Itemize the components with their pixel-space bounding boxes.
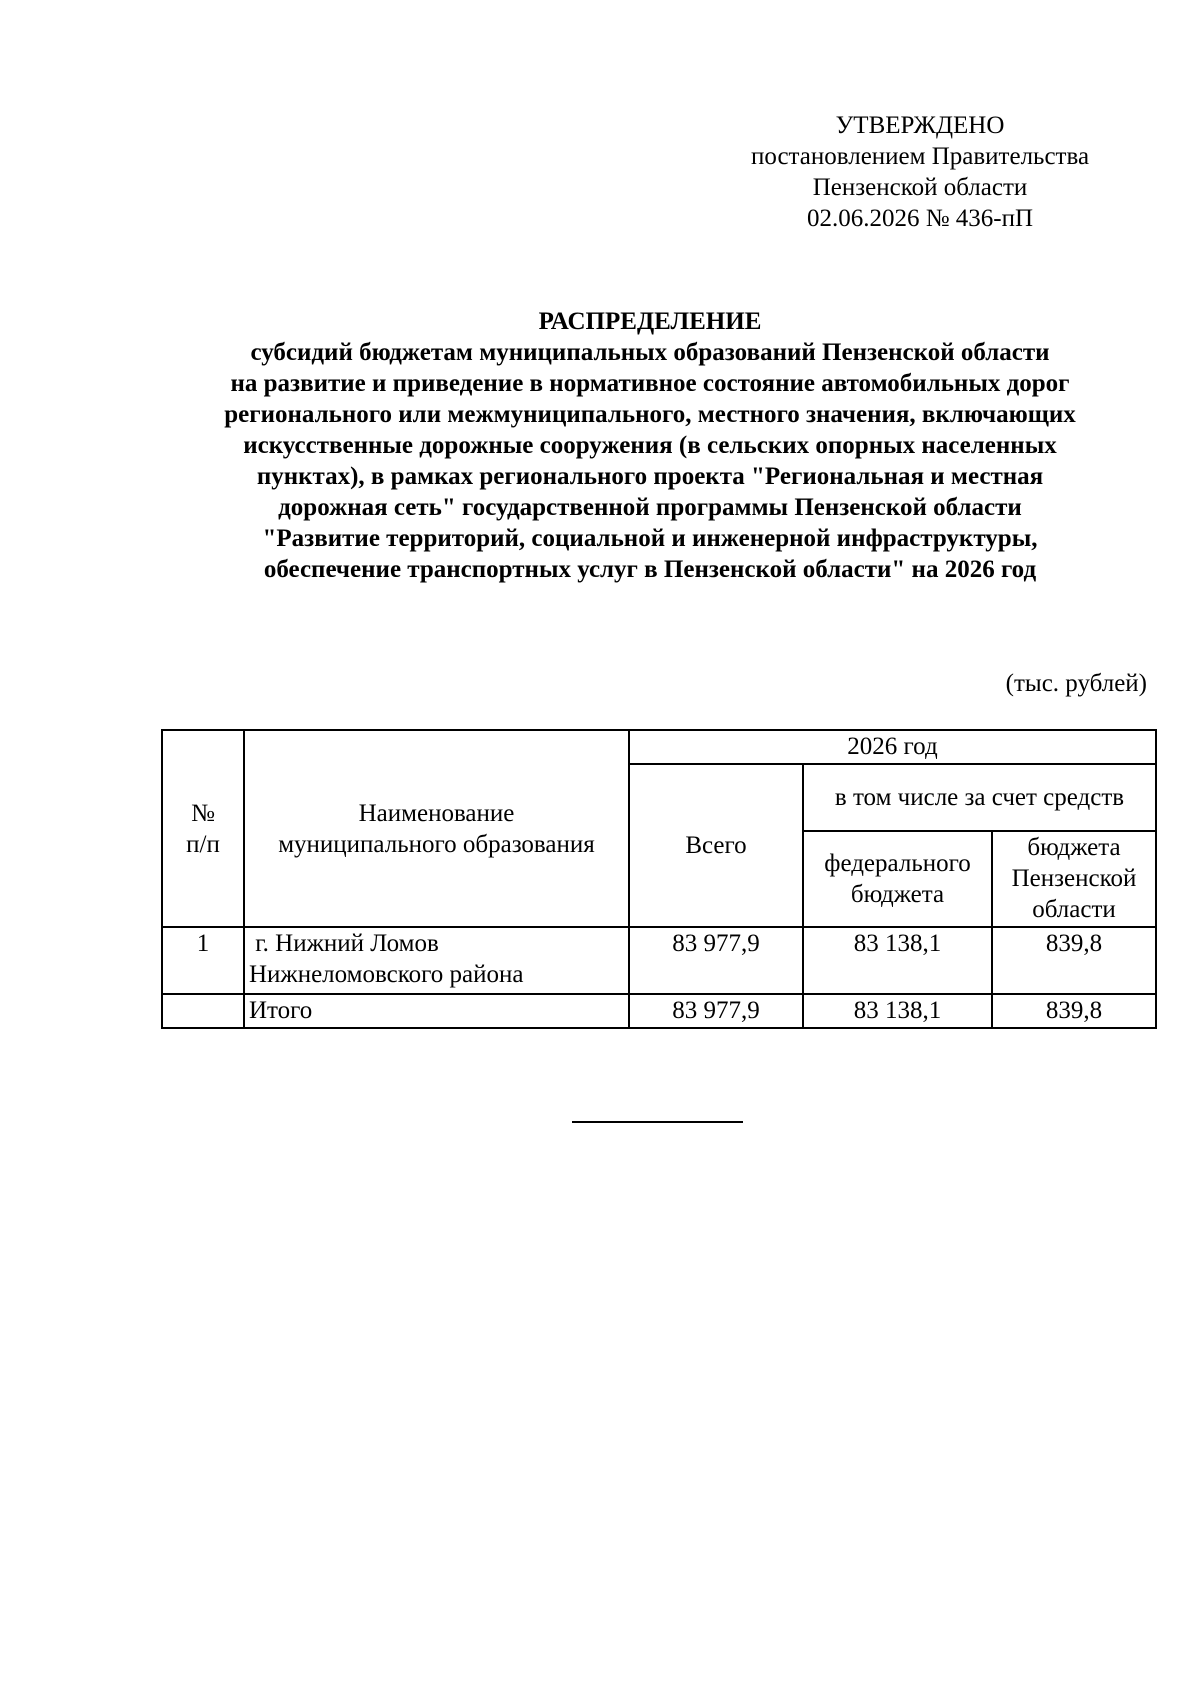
row-municipality	[244, 927, 629, 994]
row-municipality-line: г. Нижний Ломов	[249, 930, 439, 957]
header-regional-line: бюджета	[1027, 834, 1121, 861]
approval-line-date-number: 02.06.2026 № 436-пП	[806, 205, 1034, 232]
totals-number	[162, 994, 244, 1028]
header-name-line: муниципального образования	[278, 830, 595, 858]
header-cell-total: Всего	[629, 764, 803, 927]
header-cell-including: в том числе за счет средств	[803, 764, 1156, 831]
row-municipality-line: Нижнеломовского района	[249, 961, 524, 988]
header-number-symbol: №	[191, 799, 215, 827]
header-number-abbr: п/п	[186, 830, 220, 858]
header-cell-regional	[992, 831, 1156, 927]
approval-line-region: Пензенской области	[812, 174, 1028, 201]
units-note: (тыс. рублей)	[1005, 670, 1147, 697]
distribution-table	[161, 729, 1157, 1029]
totals-federal: 83 138,1	[803, 994, 992, 1028]
document-heading	[150, 306, 1150, 585]
header-row-year	[162, 730, 1156, 764]
header-cell-year: 2026 год	[629, 730, 1156, 764]
heading-line: искусственные дорожные сооружения (в сельских опорных населенных	[243, 432, 1057, 459]
table-row	[162, 927, 1156, 994]
heading-line: обеспечение транспортных услуг в Пензенской области" на 2026 год	[263, 556, 1037, 583]
heading-line: регионального или межмуниципального, местного значения, включающих	[224, 401, 1076, 428]
totals-regional: 839,8	[992, 994, 1156, 1028]
row-number: 1	[162, 927, 244, 994]
heading-line: субсидий бюджетам муниципальных образований Пензенской области	[250, 339, 1050, 366]
header-cell-name	[244, 730, 629, 927]
approval-line-resolution: постановлением Правительства	[750, 143, 1090, 170]
closing-divider	[572, 1121, 743, 1123]
header-federal-line: федерального	[824, 850, 971, 877]
approval-line-approved: УТВЕРЖДЕНО	[835, 112, 1005, 139]
row-regional: 839,8	[992, 927, 1156, 994]
totals-label: Итого	[244, 994, 629, 1028]
heading-line: на развитие и приведение в нормативное состояние автомобильных дорог	[230, 370, 1070, 397]
header-cell-number	[162, 730, 244, 927]
header-federal-line: бюджета	[850, 881, 945, 908]
header-regional-line: области	[1032, 896, 1116, 923]
heading-line: пунктах), в рамках регионального проекта "Региональная и местная	[256, 463, 1044, 490]
heading-line: "Развитие территорий, социальной и инженерной инфраструктуры,	[262, 525, 1038, 552]
header-cell-federal	[803, 831, 992, 927]
heading-line: дорожная сеть" государственной программы Пензенской области	[278, 494, 1022, 521]
header-name-line: Наименование	[358, 799, 515, 827]
row-total: 83 977,9	[629, 927, 803, 994]
row-federal: 83 138,1	[803, 927, 992, 994]
totals-row	[162, 994, 1156, 1028]
totals-total: 83 977,9	[629, 994, 803, 1028]
document-title: РАСПРЕДЕЛЕНИЕ	[538, 308, 762, 335]
header-regional-line: Пензенской	[1011, 865, 1137, 892]
approval-block	[700, 110, 1140, 234]
